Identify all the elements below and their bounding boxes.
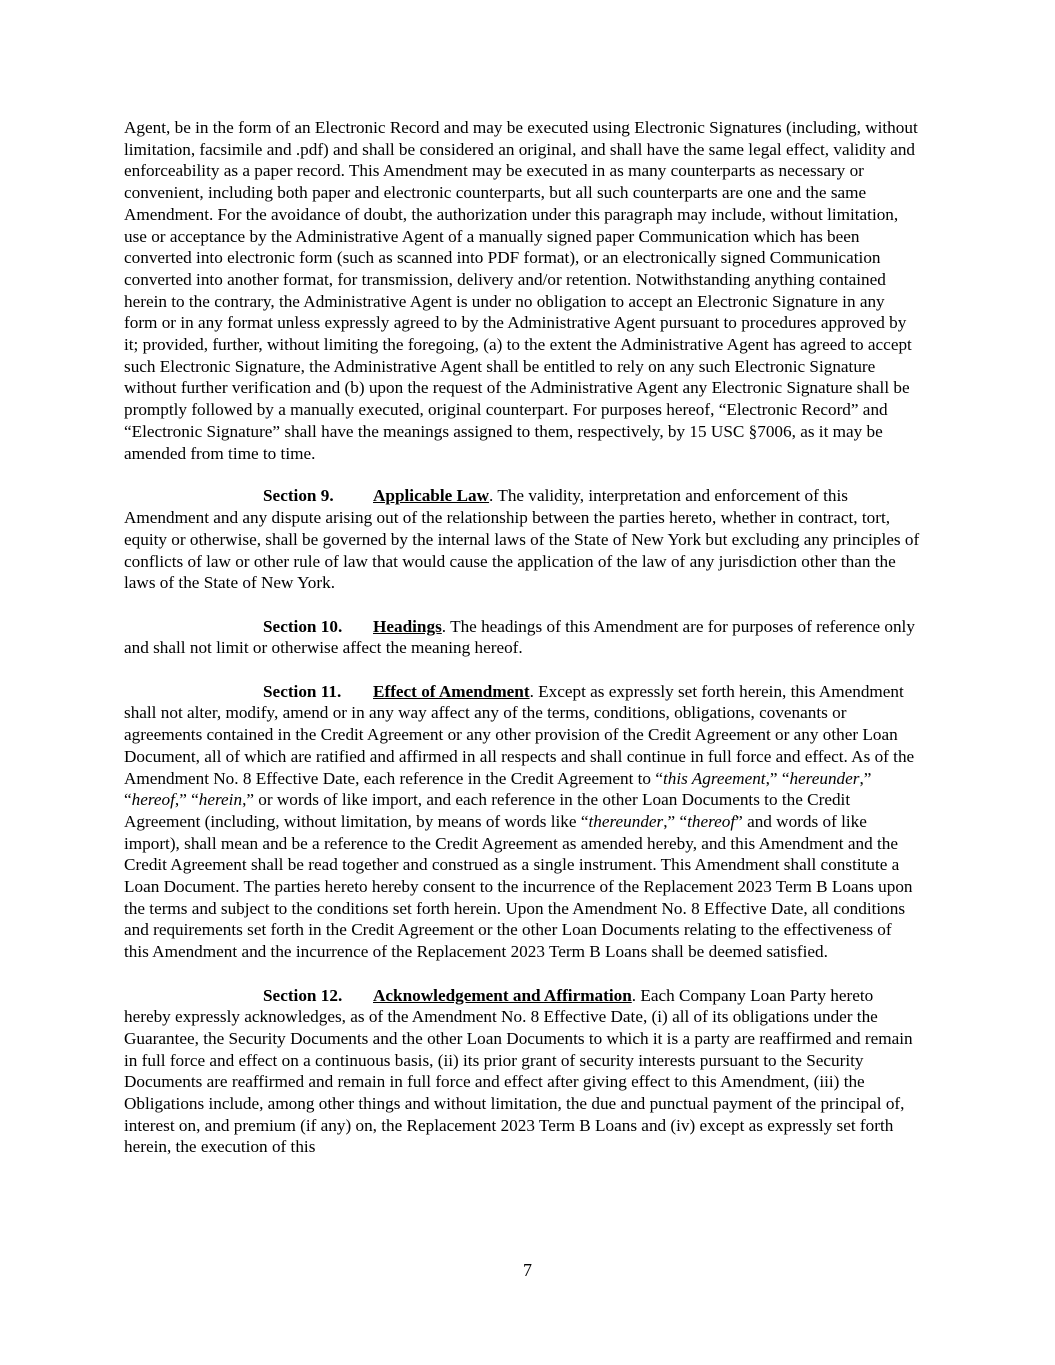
section-11-term-hereunder: hereunder (789, 768, 860, 788)
section-11-body-part: ,” or words of like import, and each reference in the other Loan Documents to the Credit Agreement (including, without limitation, by means of words like “ (124, 790, 851, 831)
section-9-body: . The validity, interpretation and enforcement of this Amendment and any dispute arising out of the relationship between the parties hereto, whether in contract, tort, equity or otherwise, shall be governed by the internal laws of the State of New York but excluding any principles of conflicts of law or other rule of law that would cause the application of the law of any jurisdiction other than the laws of the State of New York. (124, 486, 920, 593)
section-11-term-thereof: thereof (687, 811, 736, 831)
intro-paragraph: Agent, be in the form of an Electronic Record and may be executed using Electronic Signatures (including, without limitation, facsimile and .pdf) and shall be considered an original, and shall have the same legal effect, validity and enforceability as a paper record. This Amendment may be executed in as many counterparts as necessary or convenient, including both paper and electronic counterparts, but all such counterparts are one and the same Amendment. For the avoidance of doubt, the authorization under this paragraph may include, without limitation, use or acceptance by the Administrative Agent of a manually signed paper Communication which has been converted into electronic form (such as scanned into PDF format), or an electronically signed Communication converted into another format, for transmission, delivery and/or retention. Notwithstanding anything contained herein to the contrary, the Administrative Agent is under no obligation to accept an Electronic Signature in any form or in any format unless expressly agreed to by the Administrative Agent pursuant to procedures approved by it; provided, further, without limiting the foregoing, (a) to the extent the Administrative Agent has agreed to accept such Electronic Signature, the Administrative Agent shall be entitled to rely on any such Electronic Signature without further verification and (b) upon the request of the Administrative Agent any Electronic Signature shall be promptly followed by a manually executed, original counterpart. For purposes hereof, “Electronic Record” and “Electronic Signature” shall have the meanings assigned to them, respectively, by 15 USC §7006, as it may be amended from time to time. (124, 118, 918, 463)
section-9-title: Applicable Law (373, 486, 490, 506)
section-11-term-herein: herein (198, 790, 243, 810)
section-10-number: Section 10. (263, 616, 343, 636)
section-11-term-this-agreement: this Agreement (662, 768, 766, 788)
section-11-body-part: ,” “ (663, 811, 688, 831)
section-10-paragraph (124, 616, 920, 659)
section-11-term-hereof: hereof (131, 790, 175, 810)
section-12-title: Acknowledgement and Affirmation (373, 985, 632, 1005)
section-11-body-part: . Except as expressly set forth herein, this Amendment shall not alter, modify, amend or in any way affect any of the terms, conditions, obligations, covenants or agreements contained in the Credit Agreement or any other provision of the Credit Agreement or any other Loan Document, all of which are ratified and affirmed in all respects and shall continue in full force and effect. As of the Amendment No. 8 Effective Date, each reference in the Credit Agreement to “ (124, 681, 915, 788)
section-11-body-part: ,” “ (765, 768, 790, 788)
page-number: 7 (523, 1260, 532, 1280)
section-9-paragraph (124, 485, 920, 594)
section-9-number: Section 9. (263, 486, 334, 506)
section-12-paragraph (124, 985, 920, 1159)
document-page (124, 117, 920, 1180)
section-11-paragraph (124, 681, 920, 963)
section-12-number: Section 12. (263, 985, 343, 1005)
section-11-body-part: ” and words of like import), shall mean and be a reference to the Credit Agreement as amended hereby, and this Amendment and the Credit Agreement shall be read together and construed as a single instrument. This Amendment shall constitute a Loan Document. The parties hereto hereby consent to the incurrence of the Replacement 2023 Term B Loans upon the terms and subject to the conditions set forth herein. Upon the Amendment No. 8 Effective Date, all conditions and requirements set forth in the Credit Agreement or the other Loan Documents relating to the effectiveness of this Amendment and the incurrence of the Replacement 2023 Term B Loans shall be deemed satisfied. (124, 811, 913, 962)
section-12-body: . Each Company Loan Party hereto hereby expressly acknowledges, as of the Amendment No. 8 Effective Date, (i) all of its obligations under the Guarantee, the Security Documents and the other Loan Documents to which it is a party are reaffirmed and remain in full force and effect on a continuous basis, (ii) its prior grant of security interests pursuant to the Security Documents are reaffirmed and remain in full force and effect after giving effect to this Amendment, (iii) the Obligations include, among other things and without limitation, the due and punctual payment of the principal of, interest on, and premium (if any) on, the Replacement 2023 Term B Loans and (iv) except as expressly set forth herein, the execution of this (124, 985, 913, 1157)
section-11-body-part: ,” “ (174, 790, 199, 810)
section-11-title: Effect of Amendment (373, 681, 530, 701)
section-10-title: Headings (373, 616, 442, 636)
section-11-term-thereunder: thereunder (588, 811, 664, 831)
section-10-body: . The headings of this Amendment are for purposes of reference only and shall not limit or otherwise affect the meaning hereof. (124, 616, 915, 658)
section-11-number: Section 11. (263, 681, 342, 701)
section-11-body-part: ,” “ (124, 768, 872, 810)
